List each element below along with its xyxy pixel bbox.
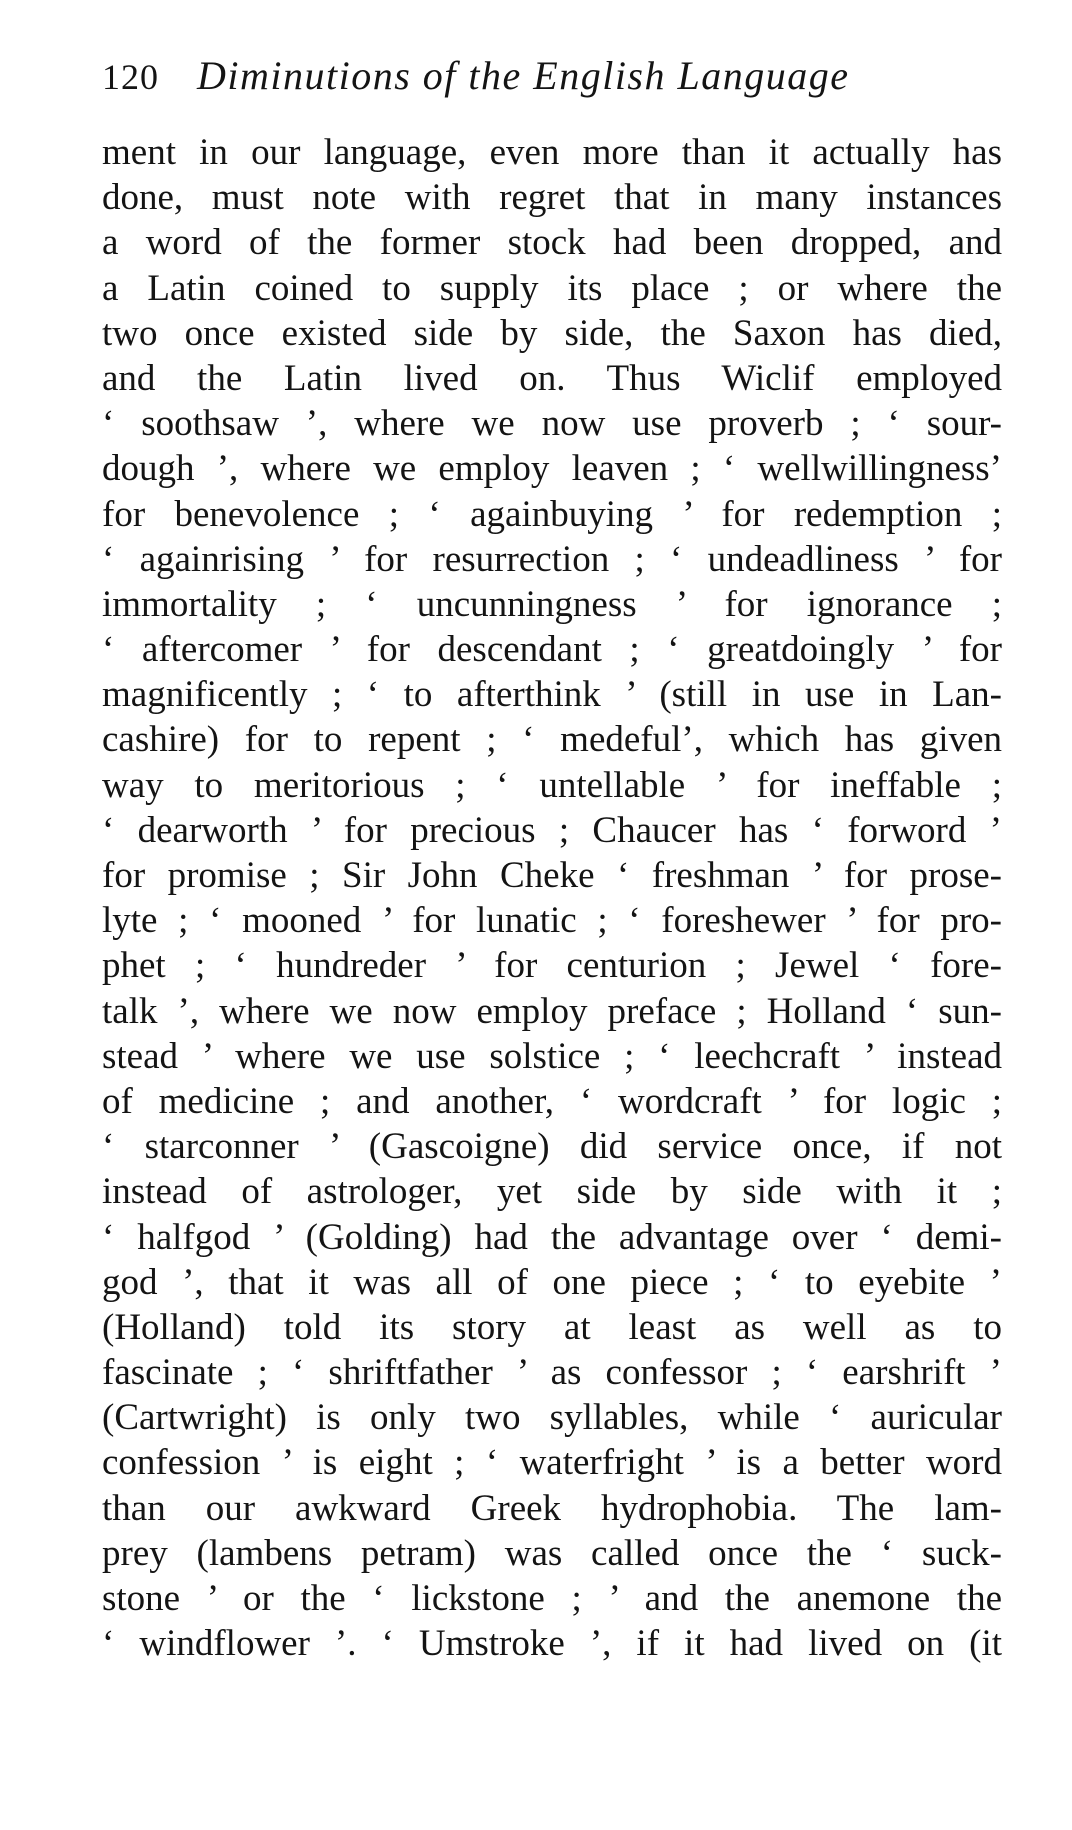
text-line: immortality ; ‘ uncunningness ’ for ignorance ; — [102, 583, 1002, 625]
text-line: stead ’ where we use solstice ; ‘ leechcraft ’ instead — [102, 1035, 1002, 1077]
text-line: instead of astrologer, yet side by side with it ; — [102, 1171, 1002, 1213]
text-line: talk ’, where we now employ preface ; Holland ‘ sun- — [102, 990, 1002, 1032]
body-text — [102, 130, 1002, 1666]
page-number: 120 — [102, 57, 159, 97]
text-line: and the Latin lived on. Thus Wiclif employed — [102, 357, 1002, 399]
text-line: prey (lambens petram) was called once the ‘ suck- — [102, 1532, 1002, 1574]
text-line: stone ’ or the ‘ lickstone ; ’ and the anemone the — [102, 1578, 1002, 1619]
text-line: for benevolence ; ‘ againbuying ’ for redemption ; — [102, 493, 1002, 535]
text-line: (Holland) told its story at least as well as to — [102, 1306, 1002, 1348]
text-line: ment in our language, even more than it actually has — [102, 132, 1002, 173]
text-line: ‘ starconner ’ (Gascoigne) did service once, if not — [102, 1126, 1002, 1168]
text-line: a word of the former stock had been dropped, and — [102, 222, 1002, 264]
text-line: magnificently ; ‘ to afterthink ’ (still in use in Lan- — [102, 674, 1002, 716]
running-head — [102, 52, 1002, 104]
text-line: a Latin coined to supply its place ; or where the — [102, 267, 1002, 309]
text-line: than our awkward Greek hydrophobia. The lam- — [102, 1487, 1002, 1529]
text-line: two once existed side by side, the Saxon has died, — [102, 312, 1002, 354]
text-line: phet ; ‘ hundreder ’ for centurion ; Jewel ‘ fore- — [102, 945, 1002, 987]
text-line: (Cartwright) is only two syllables, while ‘ auricular — [102, 1397, 1002, 1439]
text-line: ‘ windflower ’. ‘ Umstroke ’, if it had lived on (it — [102, 1623, 1002, 1665]
text-line: ‘ aftercomer ’ for descendant ; ‘ greatdoingly ’ for — [102, 629, 1002, 671]
text-line: way to meritorious ; ‘ untellable ’ for ineffable ; — [102, 764, 1002, 806]
text-line: done, must note with regret that in many instances — [102, 177, 1002, 219]
text-line: lyte ; ‘ mooned ’ for lunatic ; ‘ foreshewer ’ for pro- — [102, 900, 1002, 942]
text-line: confession ’ is eight ; ‘ waterfright ’ is a better word — [102, 1442, 1002, 1484]
text-line: fascinate ; ‘ shriftfather ’ as confessor ; ‘ earshrift ’ — [102, 1352, 1002, 1394]
text-line: of medicine ; and another, ‘ wordcraft ’ for logic ; — [102, 1080, 1002, 1122]
text-line: cashire) for to repent ; ‘ medeful’, which has given — [102, 719, 1002, 761]
text-line: ‘ soothsaw ’, where we now use proverb ; ‘ sour- — [102, 403, 1002, 445]
text-line: ‘ dearworth ’ for precious ; Chaucer has ‘ forword ’ — [102, 809, 1002, 851]
text-line: god ’, that it was all of one piece ; ‘ to eyebite ’ — [102, 1261, 1002, 1303]
text-line: dough ’, where we employ leaven ; ‘ wellwillingness’ — [102, 448, 1002, 490]
text-line: ‘ halfgod ’ (Golding) had the advantage over ‘ demi- — [102, 1216, 1002, 1258]
running-title: Diminutions of the English Language — [197, 53, 850, 98]
text-line: ‘ againrising ’ for resurrection ; ‘ undeadliness ’ for — [102, 538, 1002, 580]
text-line: for promise ; Sir John Cheke ‘ freshman ’ for prose- — [102, 855, 1002, 896]
